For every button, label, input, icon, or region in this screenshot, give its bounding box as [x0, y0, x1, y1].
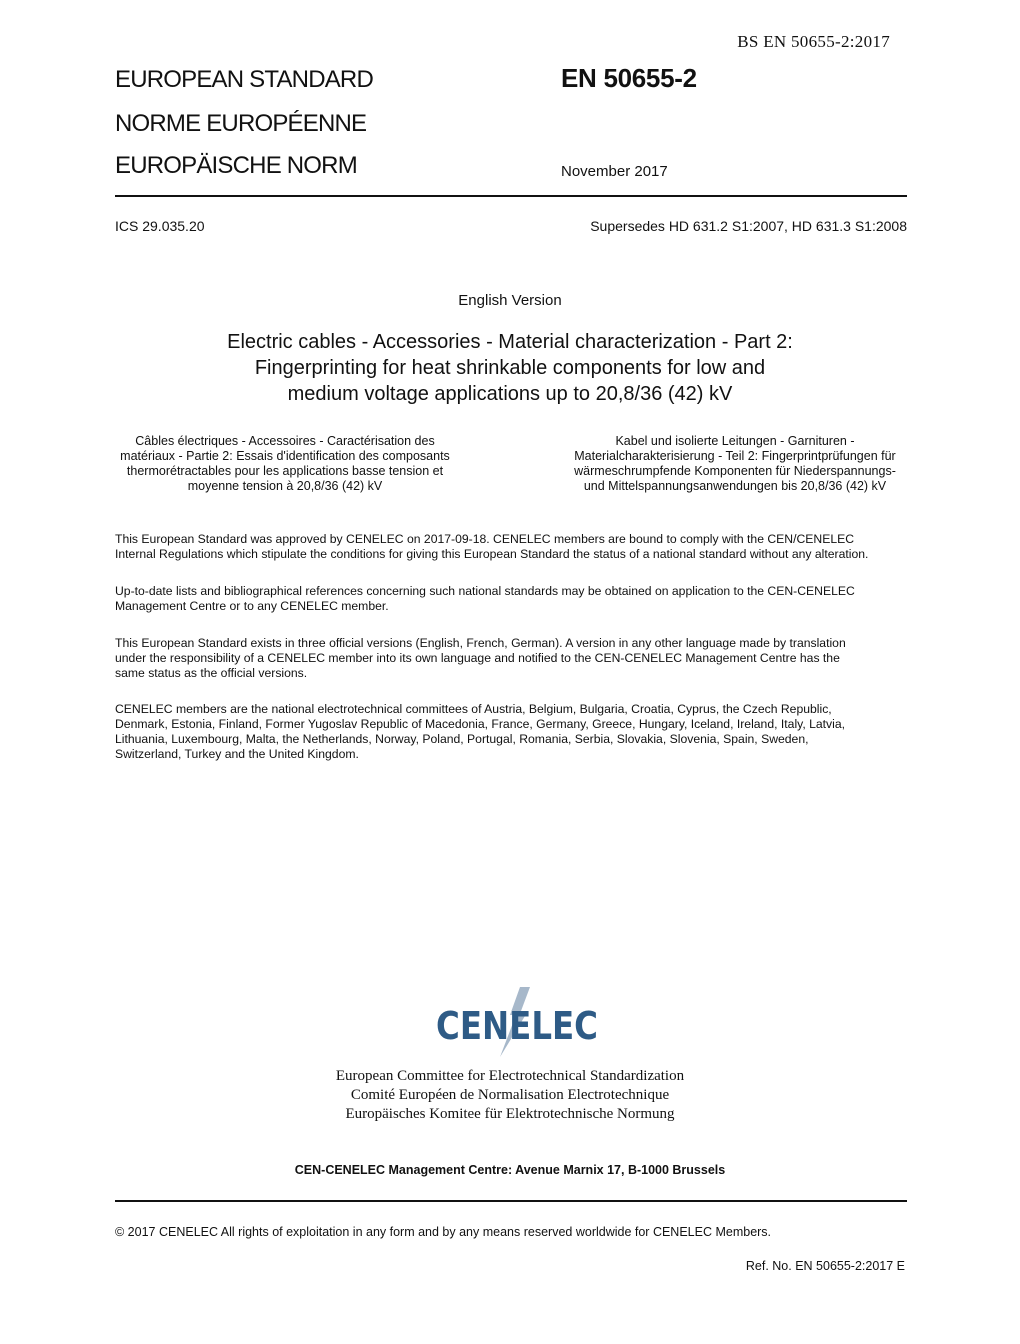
committee-name-de: Europäisches Komitee für Elektrotechnische Normung — [345, 1106, 675, 1122]
paragraph-line: under the responsibility of a CENELEC member into its own language and notified to the CEN-CENELEC Management Centre has the — [115, 651, 840, 665]
paragraph-line: CENELEC members are the national electrotechnical committees of Austria, Belgium, Bulgaria, Croatia, Cyprus, the Czech Republic, — [115, 702, 832, 716]
paragraph-line: same status as the official versions. — [115, 666, 308, 680]
committee-name-en: European Committee for Electrotechnical Standardization — [335, 1068, 685, 1084]
ics-code: ICS 29.035.20 — [115, 218, 205, 234]
standard-number: EN 50655-2 — [561, 63, 697, 93]
versions-paragraph — [115, 636, 910, 681]
copyright-notice: © 2017 CENELEC All rights of exploitation in any form and by any means reserved worldwide for CENELEC Members. — [115, 1225, 772, 1239]
version-label: English Version — [458, 292, 562, 309]
footer-divider — [115, 1200, 907, 1202]
german-title-line: Kabel und isolierte Leitungen - Garnituren - — [615, 434, 855, 448]
title-line: medium voltage applications up to 20,8/36 (42) kV — [287, 383, 733, 405]
german-title-line: wärmeschrumpfende Komponenten für Niederspannungs- — [574, 464, 896, 478]
paragraph-line: Management Centre or to any CENELEC member. — [115, 599, 389, 613]
paragraph-line: This European Standard exists in three official versions (English, French, German). A version in any other language made by translation — [115, 636, 846, 650]
french-title-line: thermorétractables pour les applications basse tension et — [126, 464, 444, 478]
french-title-line: moyenne tension à 20,8/36 (42) kV — [187, 479, 383, 493]
bs-reference: BS EN 50655-2:2017 — [737, 32, 890, 51]
supersedes-text: Supersedes HD 631.2 S1:2007, HD 631.3 S1:2008 — [590, 218, 907, 234]
french-title-line: matériaux - Partie 2: Essais d'identification des composants — [120, 449, 450, 463]
approval-paragraph — [115, 532, 910, 562]
cenelec-logo — [430, 985, 605, 1055]
paragraph-line: This European Standard was approved by CENELEC on 2017-09-18. CENELEC members are bound to comply with the CEN/CENELEC — [115, 532, 855, 546]
document-title — [160, 329, 860, 407]
standard-name-de: EUROPÄISCHE NORM — [115, 152, 357, 179]
committee-names — [260, 1067, 760, 1124]
management-centre: CEN-CENELEC Management Centre: Avenue Marnix 17, B-1000 Brussels — [294, 1163, 726, 1177]
french-title-line: Câbles électriques - Accessoires - Caractérisation des — [135, 434, 435, 448]
paragraph-line: Up-to-date lists and bibliographical references concerning such national standards may be obtained on application to the CEN-CENELEC — [115, 584, 855, 598]
title-line: Fingerprinting for heat shrinkable components for low and — [254, 357, 766, 379]
german-title-line: Materialcharakterisierung - Teil 2: Fingerprintprüfungen für — [574, 449, 896, 463]
paragraph-line: Lithuania, Luxembourg, Malta, the Netherlands, Norway, Poland, Portugal, Romania, Serbia, Slovakia, Slovenia, Spain, Sweden, — [115, 732, 809, 746]
standard-name-en: EUROPEAN STANDARD — [115, 66, 373, 93]
reference-number: Ref. No. EN 50655-2:2017 E — [745, 1259, 905, 1273]
standard-name-fr: NORME EUROPÉENNE — [115, 110, 367, 137]
members-paragraph — [115, 702, 910, 762]
committee-name-fr: Comité Européen de Normalisation Electrotechnique — [350, 1087, 670, 1103]
german-title-line: und Mittelspannungsanwendungen bis 20,8/36 (42) kV — [583, 479, 887, 493]
publication-date: November 2017 — [561, 163, 668, 180]
title-line: Electric cables - Accessories - Material characterization - Part 2: — [227, 331, 793, 353]
references-paragraph — [115, 584, 910, 614]
paragraph-line: Switzerland, Turkey and the United Kingdom. — [115, 747, 359, 761]
logo-text: CENELEC — [436, 1004, 598, 1048]
paragraph-line: Internal Regulations which stipulate the conditions for giving this European Standard the status of a national standard without any alteration. — [115, 547, 869, 561]
header-divider — [115, 195, 907, 197]
french-title — [115, 434, 455, 494]
german-title — [560, 434, 910, 494]
paragraph-line: Denmark, Estonia, Finland, Former Yugoslav Republic of Macedonia, France, Germany, Greece, Hungary, Iceland, Ireland, Italy, Latvia, — [115, 717, 846, 731]
